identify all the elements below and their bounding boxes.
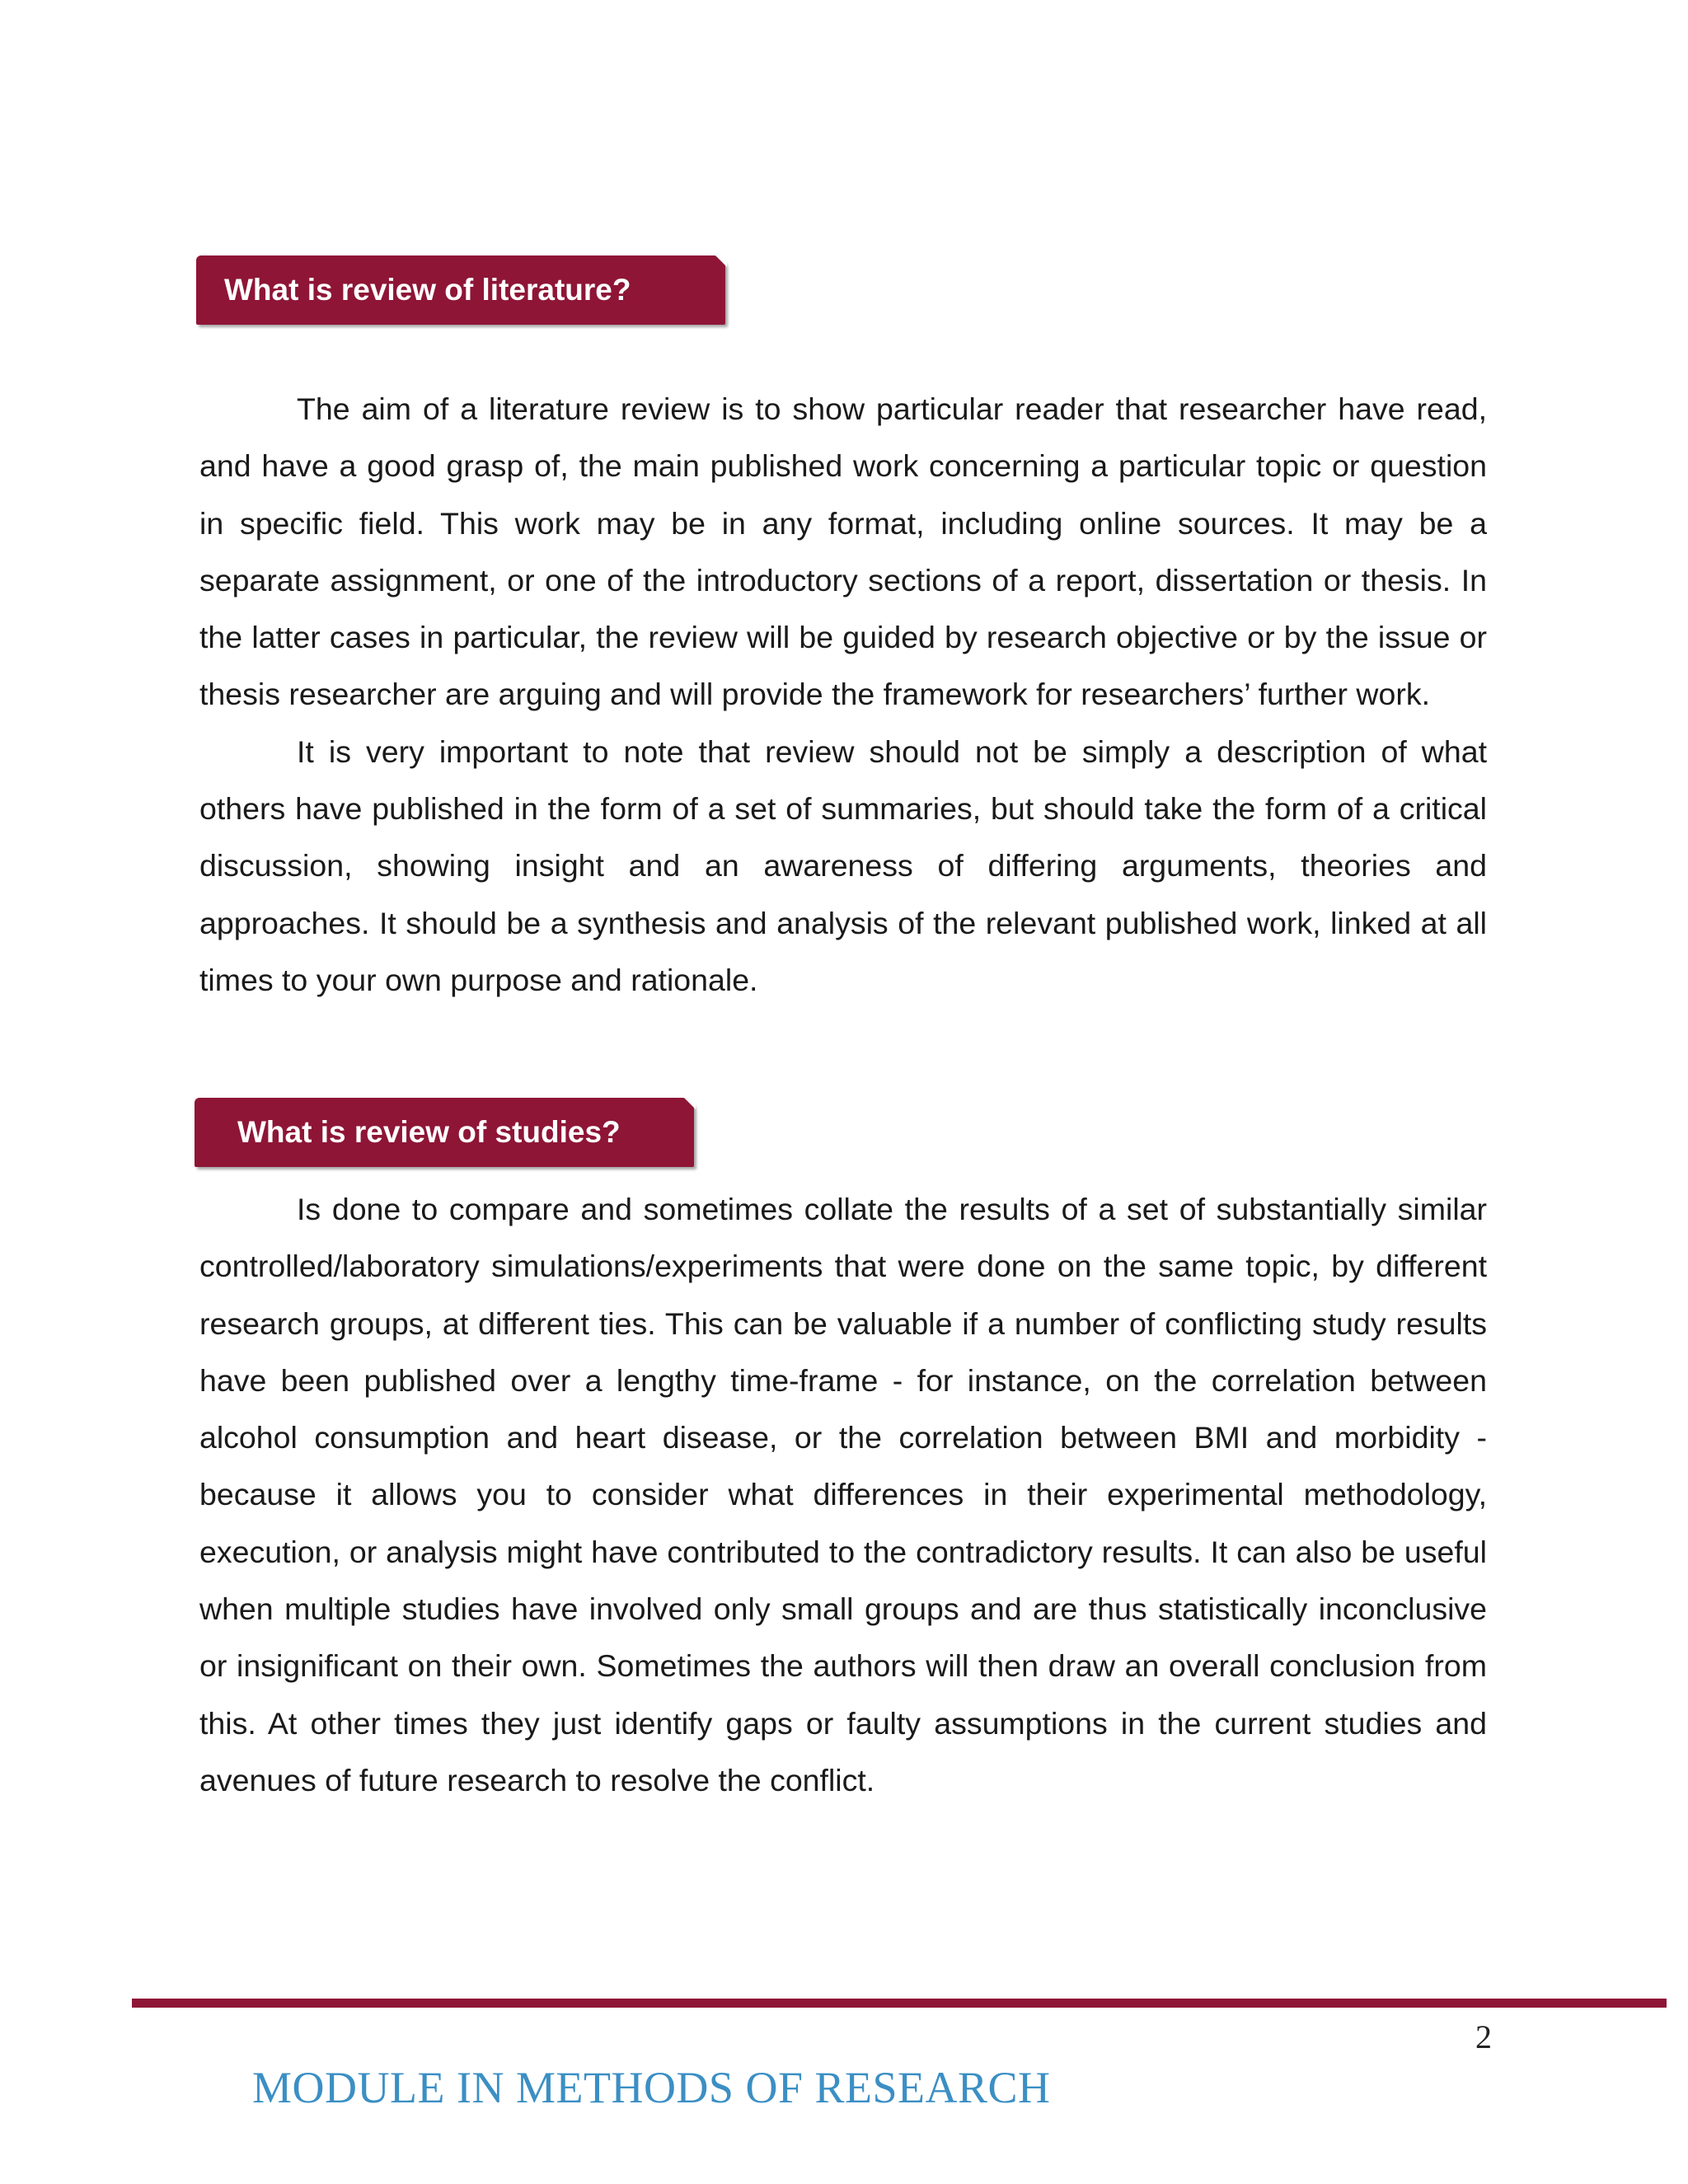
section-heading-review-of-studies bbox=[195, 1098, 694, 1167]
page-number: 2 bbox=[1475, 2018, 1492, 2055]
section-heading-label: What is review of studies? bbox=[237, 1115, 621, 1149]
section-heading-label: What is review of literature? bbox=[224, 273, 631, 307]
footer-divider bbox=[132, 1999, 1667, 2008]
footer-module-title: MODULE IN METHODS OF RESEARCH bbox=[252, 2063, 1051, 2112]
paragraph: It is very important to note that review should not be simply a description of what others have published in the form of a set of summaries, but should take the form of a critical discussion, showing insight and an awareness of differing arguments, theories and approaches. It should be a synthesis and analysis of the relevant published work, linked at all times to your own purpose and rationale. bbox=[199, 733, 1487, 997]
section-body-review-of-studies bbox=[199, 1181, 1487, 1809]
paragraph: The aim of a literature review is to show particular reader that researcher have read, and have a good grasp of, the main published work concerning a particular topic or question in specific field. This work may be in any format, including online sources. It may be a separate assignment, or one of the introductory sections of a report, dissertation or thesis. In the latter cases in particular, the review will be guided by research objective or by the issue or thesis researcher are arguing and will provide the framework for researchers’ further work. bbox=[199, 391, 1487, 712]
section-heading-review-of-literature bbox=[196, 255, 725, 325]
paragraph: Is done to compare and sometimes collate the results of a set of substantially similar controlled/laboratory simulations/experiments that were done on the same topic, by different research groups, at different ties. This can be valuable if a number of conflicting study results have been published over a lengthy time-frame - for instance, on the correlation between alcohol consumption and heart disease, or the correlation between BMI and morbidity - because it allows you to consider what differences in their experimental methodology, execution, or analysis might have contributed to the contradictory results. It can also be useful when multiple studies have involved only small groups and are thus statistically inconclusive or insignificant on their own. Sometimes the authors will then draw an overall conclusion from this. At other times they just identify gaps or faulty assumptions in the current studies and avenues of future research to resolve the conflict. bbox=[199, 1192, 1487, 1797]
section-body-review-of-literature bbox=[199, 381, 1487, 1009]
